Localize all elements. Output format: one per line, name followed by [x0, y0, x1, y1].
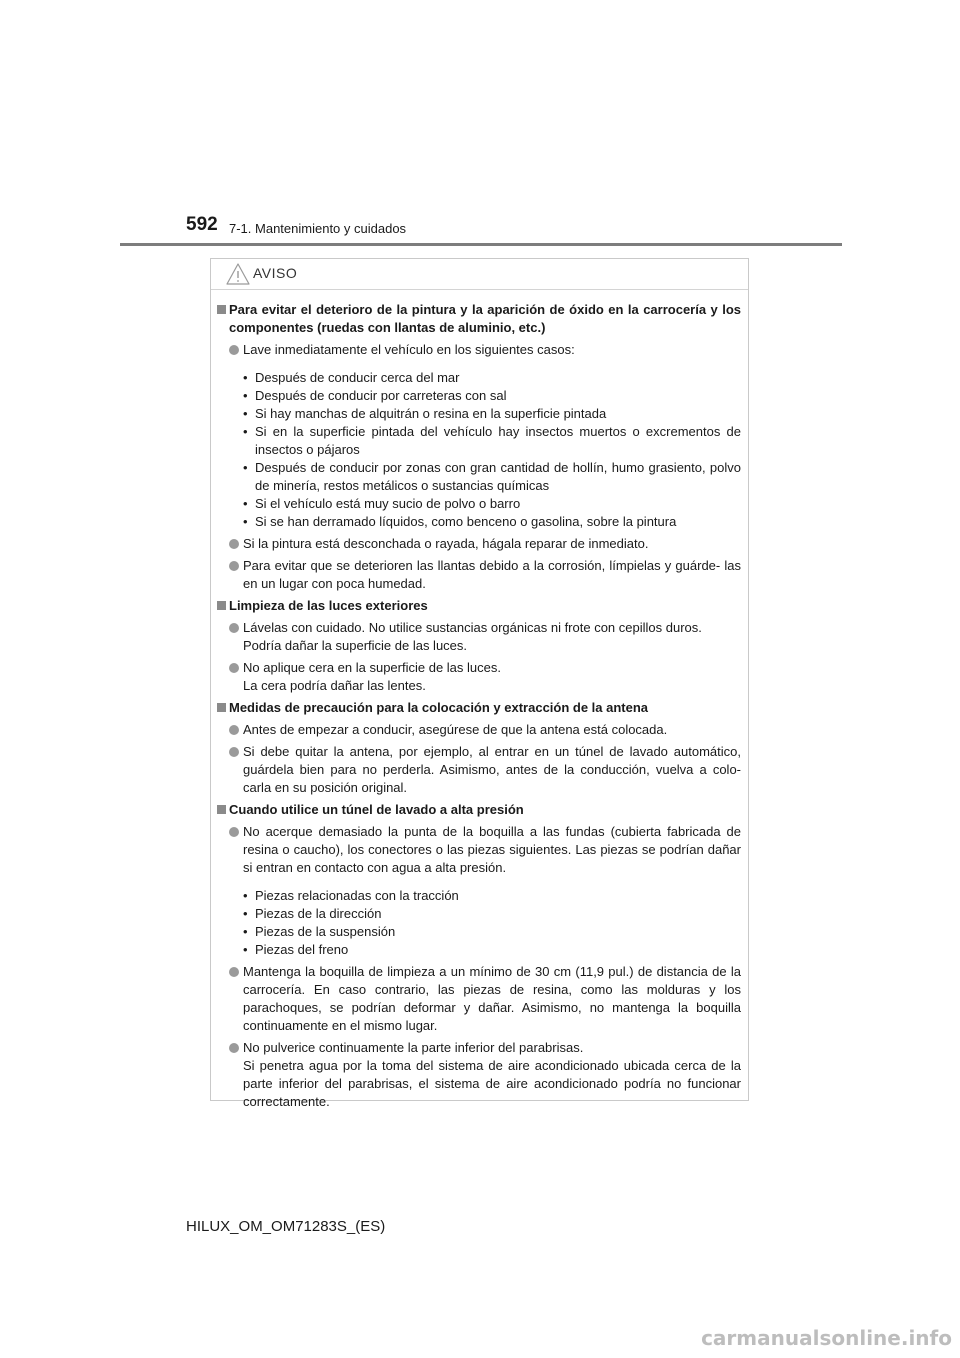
- round-bullet-icon: [229, 1043, 239, 1053]
- sub-item: • Piezas de la dirección: [243, 906, 382, 921]
- section-heading: Medidas de precaución para la colocación y extracción de la antena: [211, 699, 748, 717]
- sub-item: • Si se han derramado líquidos, como benceno o gasolina, sobre la pintura: [243, 514, 677, 529]
- round-bullet-icon: [229, 827, 239, 837]
- sub-item: • Si en la superficie pintada del vehículo hay insectos muertos o excrementos de insectos o pájaros: [243, 424, 741, 457]
- round-bullet-icon: [229, 623, 239, 633]
- watermark-text[interactable]: carmanualsonline.info: [701, 1326, 952, 1350]
- warning-separator: [211, 289, 748, 290]
- page-header: [0, 0, 960, 250]
- sub-item: • Después de conducir por zonas con gran cantidad de hollín, humo grasiento, polvo de minería, restos metálicos o sustancias químicas: [243, 460, 741, 493]
- bullet-item: Para evitar que se deterioren las llantas debido a la corrosión, límpielas y guárde- las en un lugar con poca humedad.: [211, 557, 748, 593]
- round-bullet-icon: [229, 725, 239, 735]
- page-number: 592: [186, 214, 218, 235]
- chapter-title: 7-1. Mantenimiento y cuidados: [229, 221, 407, 236]
- bullet-item: Antes de empezar a conducir, asegúrese de que la antena está colocada.: [211, 721, 748, 739]
- sub-item: • Piezas de la suspensión: [243, 924, 396, 939]
- sub-item: • Piezas del freno: [243, 942, 349, 957]
- watermark: [0, 1320, 960, 1358]
- bullet-item: Si la pintura está desconchada o rayada, hágala reparar de inmediato.: [211, 535, 748, 553]
- warning-triangle-icon: [225, 262, 251, 286]
- square-bullet-icon: [217, 703, 226, 712]
- sub-item: • Si el vehículo está muy sucio de polvo o barro: [243, 496, 521, 511]
- warning-box: [210, 258, 749, 1109]
- bullet-item: No acerque demasiado la punta de la boquilla a las fundas (cubierta fabricada de resina o caucho), los conectores o las piezas siguientes. Las piezas se podrían dañar si entran en contacto con agua a alta presión.: [211, 823, 748, 877]
- sub-list: [211, 887, 748, 959]
- bullet-item: No aplique cera en la superficie de las luces. La cera podría dañar las lentes.: [211, 659, 748, 695]
- sub-item: • Piezas relacionadas con la tracción: [243, 888, 459, 903]
- bullet-item: Lave inmediatamente el vehículo en los siguientes casos:: [211, 341, 748, 359]
- square-bullet-icon: [217, 601, 226, 610]
- round-bullet-icon: [229, 561, 239, 571]
- document-code: HILUX_OM_OM71283S_(ES): [186, 1218, 386, 1235]
- round-bullet-icon: [229, 747, 239, 757]
- bullet-item: No pulverice continuamente la parte inferior del parabrisas. Si penetra agua por la toma del sistema de aire acondicionado ubicada cerca de la parte inferior del parabrisas, el sistema de aire acondicionado podría no funcionar correctamente.: [211, 1039, 748, 1111]
- warning-content: [211, 297, 748, 1111]
- warning-title: AVISO: [253, 265, 298, 281]
- bullet-item: Lávelas con cuidado. No utilice sustancias orgánicas ni frote con cepillos duros. Podría dañar la superficie de las luces.: [211, 619, 748, 655]
- sub-item: • Si hay manchas de alquitrán o resina en la superficie pintada: [243, 406, 607, 421]
- warning-header: [211, 259, 748, 289]
- bullet-item: Si debe quitar la antena, por ejemplo, al entrar en un túnel de lavado automático, guárdela bien para no perderla. Asimismo, antes de la conducción, vuelva a colo- carla en su posición original.: [211, 743, 748, 797]
- round-bullet-icon: [229, 967, 239, 977]
- bullet-item: Mantenga la boquilla de limpieza a un mínimo de 30 cm (11,9 pul.) de distancia de la carrocería. En caso contrario, las piezas de resina, como las molduras y los parachoques, se podrían deformar y dañar. Asimismo, no mantenga la boquilla continuamente en el mismo lugar.: [211, 963, 748, 1035]
- header-rule: [120, 243, 842, 246]
- sub-item: • Después de conducir cerca del mar: [243, 370, 460, 385]
- round-bullet-icon: [229, 663, 239, 673]
- section-heading: Para evitar el deterioro de la pintura y la aparición de óxido en la carrocería y los componentes (ruedas con llantas de aluminio, etc.): [211, 301, 748, 337]
- round-bullet-icon: [229, 345, 239, 355]
- page-footer: [0, 1210, 960, 1240]
- round-bullet-icon: [229, 539, 239, 549]
- section-heading: Cuando utilice un túnel de lavado a alta presión: [211, 801, 748, 819]
- sub-item: • Después de conducir por carreteras con sal: [243, 388, 507, 403]
- square-bullet-icon: [217, 305, 226, 314]
- sub-list: [211, 369, 748, 531]
- square-bullet-icon: [217, 805, 226, 814]
- section-heading: Limpieza de las luces exteriores: [211, 597, 748, 615]
